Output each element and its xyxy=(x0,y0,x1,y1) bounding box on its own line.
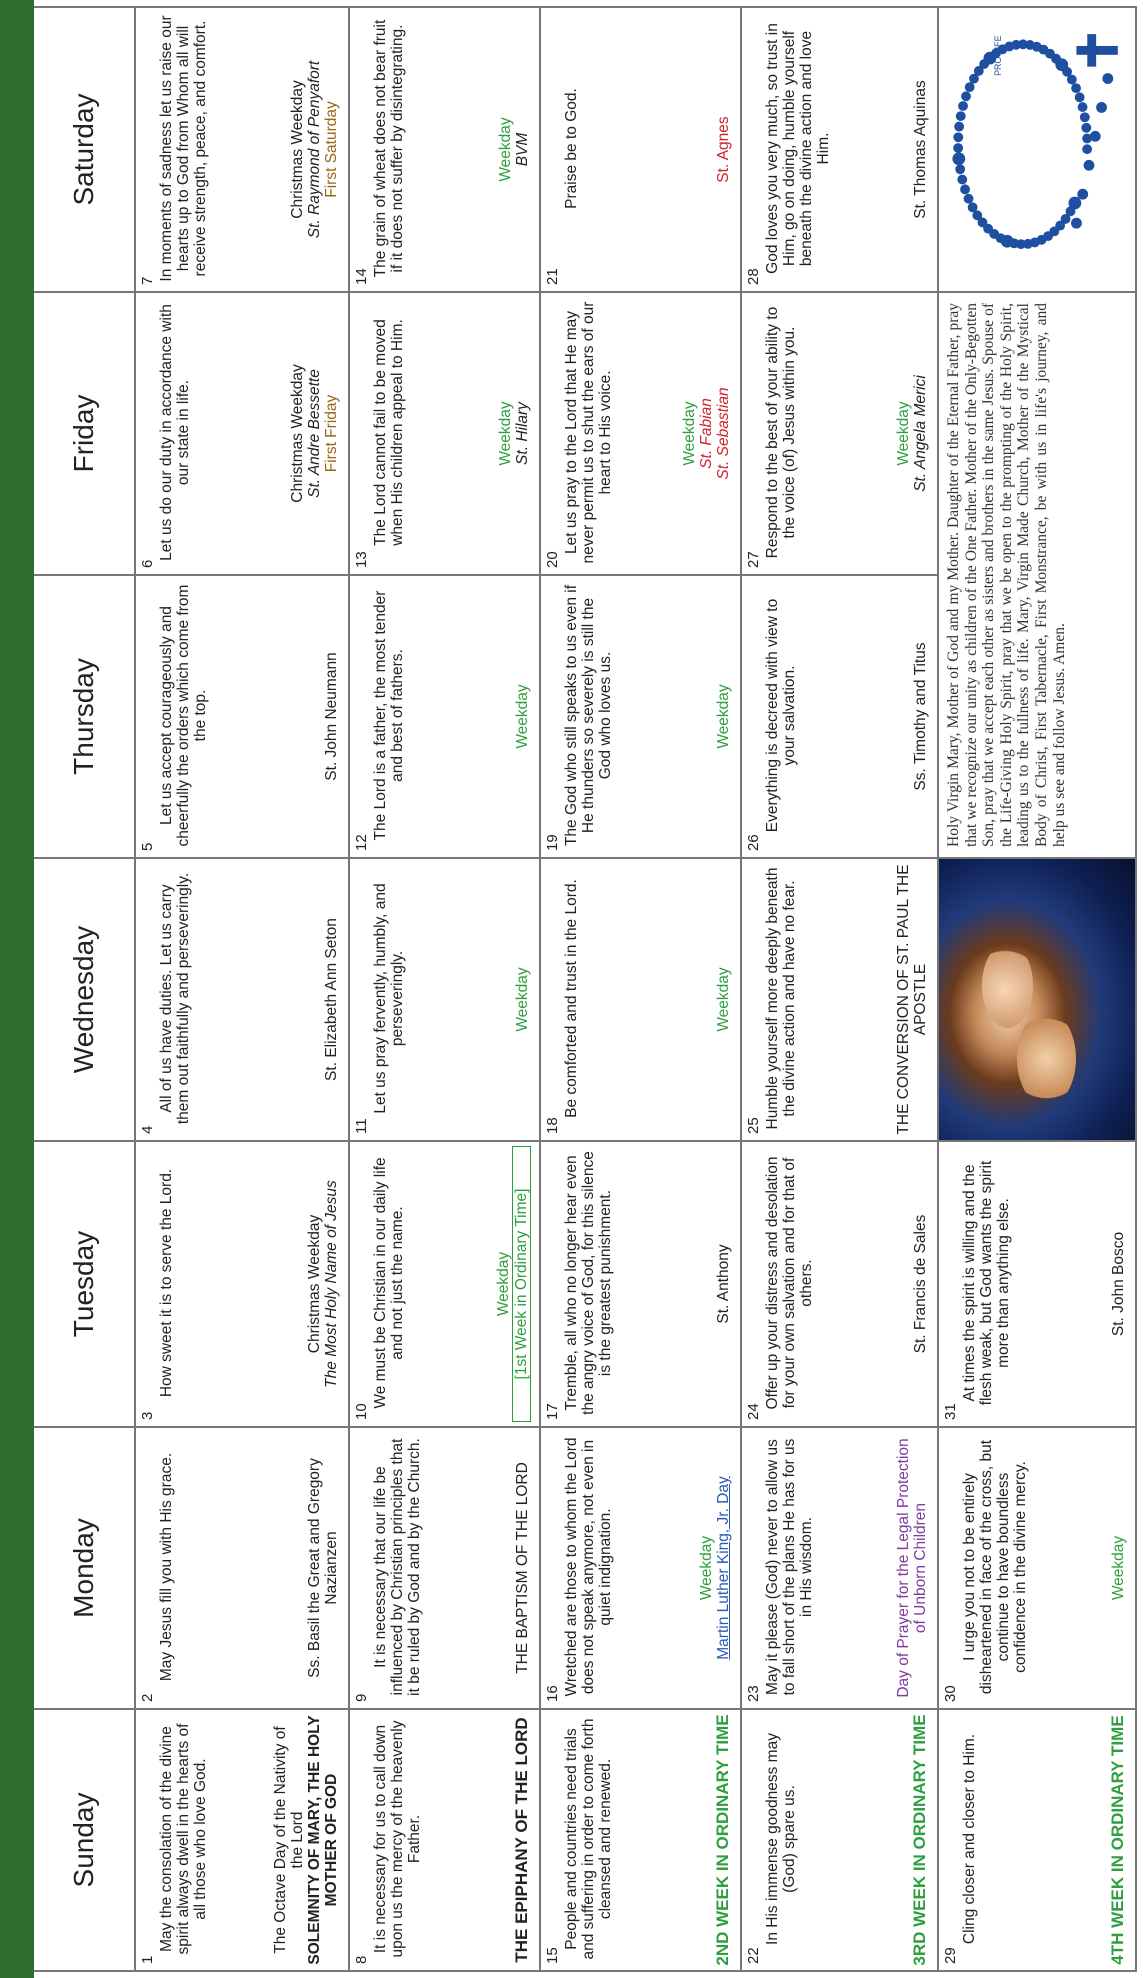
ordinary-time-box: [1st Week in Ordinary Time] xyxy=(512,1146,531,1422)
rosary-bead xyxy=(968,202,978,212)
madonna-image xyxy=(939,859,1137,1142)
child-figure xyxy=(1017,1011,1076,1107)
prayer-box xyxy=(939,293,1137,859)
feast-label xyxy=(497,297,531,570)
day-number: 20 xyxy=(544,551,561,568)
day-number: 28 xyxy=(745,268,762,285)
feast-line: Ss. Basil the Great and Gregory Nazianzen xyxy=(306,1458,340,1678)
feast-line: First Friday xyxy=(323,394,340,473)
day-cell[interactable] xyxy=(541,1142,742,1428)
rosary-bead xyxy=(964,194,974,204)
rosary-bead xyxy=(954,122,964,132)
rosary-bead xyxy=(952,152,965,165)
day-number: 29 xyxy=(942,1947,959,1964)
daily-message: Let us pray to the Lord that He may never permit us to shut the ears of our heart to His voice. xyxy=(563,301,614,564)
feast-label xyxy=(495,1146,531,1422)
feast-line: THE BAPTISM OF THE LORD xyxy=(514,1462,531,1674)
feast-line: Christmas Weekday xyxy=(306,1214,323,1354)
feast-line: St. Sebastian xyxy=(715,387,732,480)
day-number: 7 xyxy=(139,276,156,285)
rosary-bead xyxy=(953,132,963,142)
daily-message: Be comforted and trust in the Lord. xyxy=(563,879,580,1118)
feast-line: St. John Bosco xyxy=(1110,1231,1127,1337)
day-cell[interactable] xyxy=(350,293,541,576)
rosary-bead xyxy=(1082,144,1092,154)
feast-line: Ss. Timothy and Titus xyxy=(912,642,929,791)
feast-line xyxy=(512,1146,531,1422)
weekday-header-monday: Monday xyxy=(34,1428,136,1710)
rosary-bead xyxy=(1067,75,1077,85)
feast-label xyxy=(1110,1146,1127,1422)
day-number: 1 xyxy=(139,1955,156,1964)
day-cell[interactable] xyxy=(136,293,350,576)
marian-prayer-text: Holy Virgin Mary, Mother of God and my Mother. Daughter of the Eternal Father, pray that we recognize our unity as children of the One Father. Mother of the Only-Begotten Son, pray that we accept each other as sisters and brothers in the same Jesus. Spouse of the Life-Giving Holy Spirit, pray that we be open to the prompting of the Holy Spirit, leading us to the fullness of life. Mary, Virgin Made Church, Mother of the Mystical Body of Christ, First Tabernacle, First Monstrance, be with us in life's journey, and help us see and follow Jesus. Amen. xyxy=(945,303,1068,847)
day-number: 23 xyxy=(745,1685,762,1702)
day-number: 6 xyxy=(139,559,156,568)
day-number: 18 xyxy=(544,1117,561,1134)
daily-message: The Lord cannot fail to be moved when His children appeal to Him. xyxy=(372,319,406,546)
day-cell[interactable] xyxy=(742,859,939,1142)
pro-life-label: PRO LIFE xyxy=(993,35,1004,76)
feast-label xyxy=(910,1714,929,1966)
pro-life-rosary-icon xyxy=(947,18,1127,281)
madonna-painting xyxy=(939,859,1135,1140)
day-cell[interactable] xyxy=(136,6,350,293)
feast-label xyxy=(698,1432,732,1704)
day-cell[interactable] xyxy=(742,293,939,576)
feast-label xyxy=(715,863,732,1136)
feast-line: 3RD WEEK IN ORDINARY TIME xyxy=(910,1714,929,1966)
feast-label xyxy=(912,12,929,287)
daily-message: All of us have duties. Let us carry them out faithfully and perseveringly. xyxy=(158,872,192,1125)
day-cell[interactable] xyxy=(136,1142,350,1428)
day-number: 12 xyxy=(353,834,370,851)
day-number: 4 xyxy=(139,1125,156,1134)
day-cell[interactable] xyxy=(939,1710,1137,1972)
daily-message: Respond to the best of your ability to the voice (of) Jesus within you. xyxy=(764,306,798,559)
day-cell[interactable] xyxy=(350,1710,541,1972)
day-number: 24 xyxy=(745,1403,762,1420)
daily-message: People and countries need trials and suffering in order to come forth cleansed and renewed. xyxy=(563,1718,614,1960)
daily-message: Offer up your distress and desolation for your own salvation and for that of others. xyxy=(764,1156,815,1410)
rosary-bead xyxy=(965,82,975,92)
feast-line: St. Angela Merici xyxy=(912,375,929,492)
feast-line: St. Francis de Sales xyxy=(912,1214,929,1354)
weekday-header-friday: Friday xyxy=(34,293,136,576)
feast-line: Weekday xyxy=(495,1251,512,1317)
rosary-bead xyxy=(1081,123,1091,133)
feast-line: St. Fabian xyxy=(698,398,715,469)
day-number: 21 xyxy=(544,268,561,285)
day-cell[interactable] xyxy=(136,1428,350,1710)
cross-icon xyxy=(1076,34,1117,67)
feast-line: 4TH WEEK IN ORDINARY TIME xyxy=(1108,1715,1127,1965)
day-cell[interactable] xyxy=(350,1142,541,1428)
daily-message: The God who still speaks to us even if He thunders so severely is still the God who loves us. xyxy=(563,584,614,847)
feast-line: St. Anthony xyxy=(715,1244,732,1324)
day-number: 5 xyxy=(139,842,156,851)
day-cell[interactable] xyxy=(742,576,939,859)
feast-line: 2ND WEEK IN ORDINARY TIME xyxy=(713,1714,732,1966)
day-number: 16 xyxy=(544,1685,561,1702)
day-cell[interactable] xyxy=(939,1428,1137,1710)
feast-line: St. Hilary xyxy=(514,402,531,465)
weekday-header-saturday: Saturday xyxy=(34,6,136,293)
feast-label xyxy=(512,1714,531,1966)
daily-message: The Lord is a father, the most tender and best of fathers. xyxy=(372,590,406,841)
feast-line: Weekday xyxy=(698,1535,715,1601)
day-cell[interactable] xyxy=(136,1710,350,1972)
feast-line: BVM xyxy=(514,132,531,167)
rosary-bead xyxy=(956,111,966,121)
rosary-bead xyxy=(1077,189,1088,200)
day-number: 9 xyxy=(353,1693,370,1702)
day-cell[interactable] xyxy=(136,576,350,859)
feast-line: Weekday xyxy=(895,401,912,466)
weekday-header-thursday: Thursday xyxy=(34,576,136,859)
daily-message: May the consolation of the divine spirit always dwell in the hearts of all those who love God. xyxy=(158,1723,209,1955)
weekday-header-sunday: Sunday xyxy=(34,1710,136,1972)
day-number: 10 xyxy=(353,1403,370,1420)
rosary-bead xyxy=(957,175,967,185)
daily-message: Let us do our duty in accordance with our state in life. xyxy=(158,304,192,561)
day-cell[interactable] xyxy=(541,1428,742,1710)
daily-message: Humble yourself more deeply beneath the divine action and have no fear. xyxy=(764,867,798,1130)
feast-label xyxy=(306,1146,340,1422)
daily-message: May Jesus fill you with His grace. xyxy=(158,1452,175,1682)
feast-label xyxy=(895,1432,929,1704)
rosary-bead xyxy=(1078,102,1088,112)
day-cell[interactable] xyxy=(136,859,350,1142)
feast-label xyxy=(323,863,340,1136)
feast-label xyxy=(1110,1432,1127,1704)
feast-line: Weekday xyxy=(497,401,514,466)
feast-label xyxy=(912,580,929,853)
day-cell[interactable] xyxy=(350,1428,541,1710)
monthly-calendar-grid xyxy=(34,6,1137,1972)
feast-label xyxy=(895,863,929,1136)
feast-line: Day of Prayer for the Legal Protection of Unborn Children xyxy=(895,1438,929,1698)
day-number: 17 xyxy=(544,1403,561,1420)
daily-message: I urge you not to be entirely disheartened in face of the cross, but continue to have boundless confidence in the divine mercy. xyxy=(961,1439,1029,1695)
feast-line: St. Raymond of Penyafort xyxy=(306,60,323,239)
rosary-bead xyxy=(1075,92,1085,102)
day-cell[interactable] xyxy=(742,1710,939,1972)
daily-message: It is necessary for us to call down upon us the mercy of the heavenly Father. xyxy=(372,1720,423,1958)
feast-line: The Most Holy Name of Jesus xyxy=(323,1180,340,1388)
daily-message: Wretched are those to whom the Lord does not speak anymore, not even in quiet indignation. xyxy=(563,1437,614,1697)
feast-line: Weekday xyxy=(497,117,514,182)
rosary-bead xyxy=(955,164,965,174)
day-number: 3 xyxy=(139,1411,156,1420)
feast-line: THE EPIPHANY OF THE LORD xyxy=(512,1717,531,1963)
feast-label xyxy=(323,580,340,853)
feast-line: First Saturday xyxy=(323,101,340,198)
feast-line: Weekday xyxy=(715,684,732,749)
feast-line: THE CONVERSION OF ST. PAUL THE APOSTLE xyxy=(895,864,929,1135)
daily-message: It is necessary that our life be influenced by Christian principles that it be ruled by God and by the Church. xyxy=(372,1438,423,1696)
day-number: 27 xyxy=(745,551,762,568)
day-number: 11 xyxy=(353,1118,370,1134)
daily-message: Praise be to God. xyxy=(563,88,580,209)
day-number: 22 xyxy=(745,1947,762,1964)
day-cell[interactable] xyxy=(742,1428,939,1710)
rosary-bead xyxy=(1080,112,1090,122)
rosary-bead xyxy=(1071,83,1081,93)
day-cell[interactable] xyxy=(742,6,939,293)
rosary-bead xyxy=(961,91,971,101)
feast-label xyxy=(912,1146,929,1422)
feast-line: SOLEMNITY OF MARY, THE HOLY MOTHER OF GOD xyxy=(306,1715,340,1965)
day-cell[interactable] xyxy=(939,1142,1137,1428)
day-cell[interactable] xyxy=(350,859,541,1142)
feast-line: St. John Neumann xyxy=(323,652,340,781)
feast-line: Weekday xyxy=(514,967,531,1032)
rosary-bead xyxy=(958,101,968,111)
weekday-header-wednesday: Wednesday xyxy=(34,859,136,1142)
feast-line: Weekday xyxy=(1110,1535,1127,1601)
feast-line: Weekday xyxy=(715,967,732,1032)
daily-message: Tremble, all who no longer hear even the angry voice of God, for this silence is the greatest punishment. xyxy=(563,1151,614,1415)
daily-message: May it please (God) never to allow us to fall short of the plans He has for us in His wisdom. xyxy=(764,1438,815,1696)
day-number: 30 xyxy=(942,1685,959,1702)
day-number: 19 xyxy=(544,834,561,851)
day-number: 13 xyxy=(353,551,370,568)
daily-message: Everything is decreed with view to your salvation. xyxy=(764,598,798,833)
green-edge-strip xyxy=(0,0,34,1978)
feast-line: The Octave Day of the Nativity of the Lord xyxy=(272,1726,306,1954)
feast-label xyxy=(1108,1714,1127,1966)
rosary-bead xyxy=(960,184,970,194)
daily-message: At times the spirit is willing and the flesh weak, but God wants the spirit more than anything else. xyxy=(961,1160,1012,1406)
feast-line: St. Andre Bessette xyxy=(306,369,323,498)
feast-line: Martin Luther King, Jr. Day xyxy=(715,1476,732,1660)
feast-label xyxy=(514,1432,531,1704)
day-number: 25 xyxy=(745,1117,762,1134)
feast-label xyxy=(514,580,531,853)
feast-label xyxy=(514,863,531,1136)
daily-message: Let us pray fervently, humbly, and perseveringly. xyxy=(372,883,406,1114)
feast-label xyxy=(306,1432,340,1704)
day-number: 2 xyxy=(139,1693,156,1702)
day-cell[interactable] xyxy=(541,1710,742,1972)
daily-message: The grain of wheat does not bear fruit if it does not suffer by disintegrating. xyxy=(372,19,406,278)
feast-label xyxy=(681,297,732,570)
daily-message: God loves you very much, so trust in Him, go on doing, humble yourself beneath the divine action and love Him. xyxy=(764,23,832,274)
feast-line: Christmas Weekday xyxy=(289,80,306,219)
feast-line: Christmas Weekday xyxy=(289,364,306,503)
daily-message: Let us accept courageously and cheerfully the orders which come from the top. xyxy=(158,584,209,847)
rosary-bead xyxy=(1090,131,1101,142)
rosary-image xyxy=(939,6,1137,293)
daily-message: In moments of sadness let us raise our hearts up to God from Whom all will receive strength, peace, and comfort. xyxy=(158,15,209,282)
feast-line: St. Elizabeth Ann Seton xyxy=(323,918,340,1081)
weekday-header-tuesday: Tuesday xyxy=(34,1142,136,1428)
day-number: 31 xyxy=(942,1403,959,1420)
rosary-bead xyxy=(1096,102,1107,113)
daily-message: We must be Christian in our daily life and not just the name. xyxy=(372,1157,406,1409)
feast-label xyxy=(715,12,732,287)
feast-label xyxy=(272,1714,340,1966)
daily-message: Cling closer and closer to Him. xyxy=(961,1733,978,1945)
day-number: 26 xyxy=(745,834,762,851)
feast-line: St. Agnes xyxy=(715,116,732,183)
day-cell[interactable] xyxy=(541,576,742,859)
day-number: 14 xyxy=(353,268,370,285)
daily-message: How sweet it is to serve the Lord. xyxy=(158,1168,175,1398)
day-number: 8 xyxy=(353,1955,370,1964)
day-cell[interactable] xyxy=(742,1142,939,1428)
day-number: 15 xyxy=(544,1947,561,1964)
rosary-bead xyxy=(1102,73,1113,84)
feast-label xyxy=(715,580,732,853)
day-cell[interactable] xyxy=(350,6,541,293)
feast-label xyxy=(289,297,340,570)
day-cell[interactable] xyxy=(541,293,742,576)
rosary-bead xyxy=(953,143,963,153)
feast-line: Weekday xyxy=(681,401,698,466)
day-cell[interactable] xyxy=(541,6,742,293)
feast-line: Weekday xyxy=(514,684,531,749)
feast-label xyxy=(713,1714,732,1966)
feast-line: St. Thomas Aquinas xyxy=(912,80,929,219)
feast-label xyxy=(497,12,531,287)
feast-label xyxy=(289,12,340,287)
rosary-bead xyxy=(1084,160,1095,171)
feast-label xyxy=(895,297,929,570)
rosary-bead xyxy=(1071,218,1082,229)
day-cell[interactable] xyxy=(350,576,541,859)
feast-label xyxy=(715,1146,732,1422)
daily-message: In His immense goodness may (God) spare us. xyxy=(764,1733,798,1945)
day-cell[interactable] xyxy=(541,859,742,1142)
madonna-face xyxy=(982,943,1033,1027)
